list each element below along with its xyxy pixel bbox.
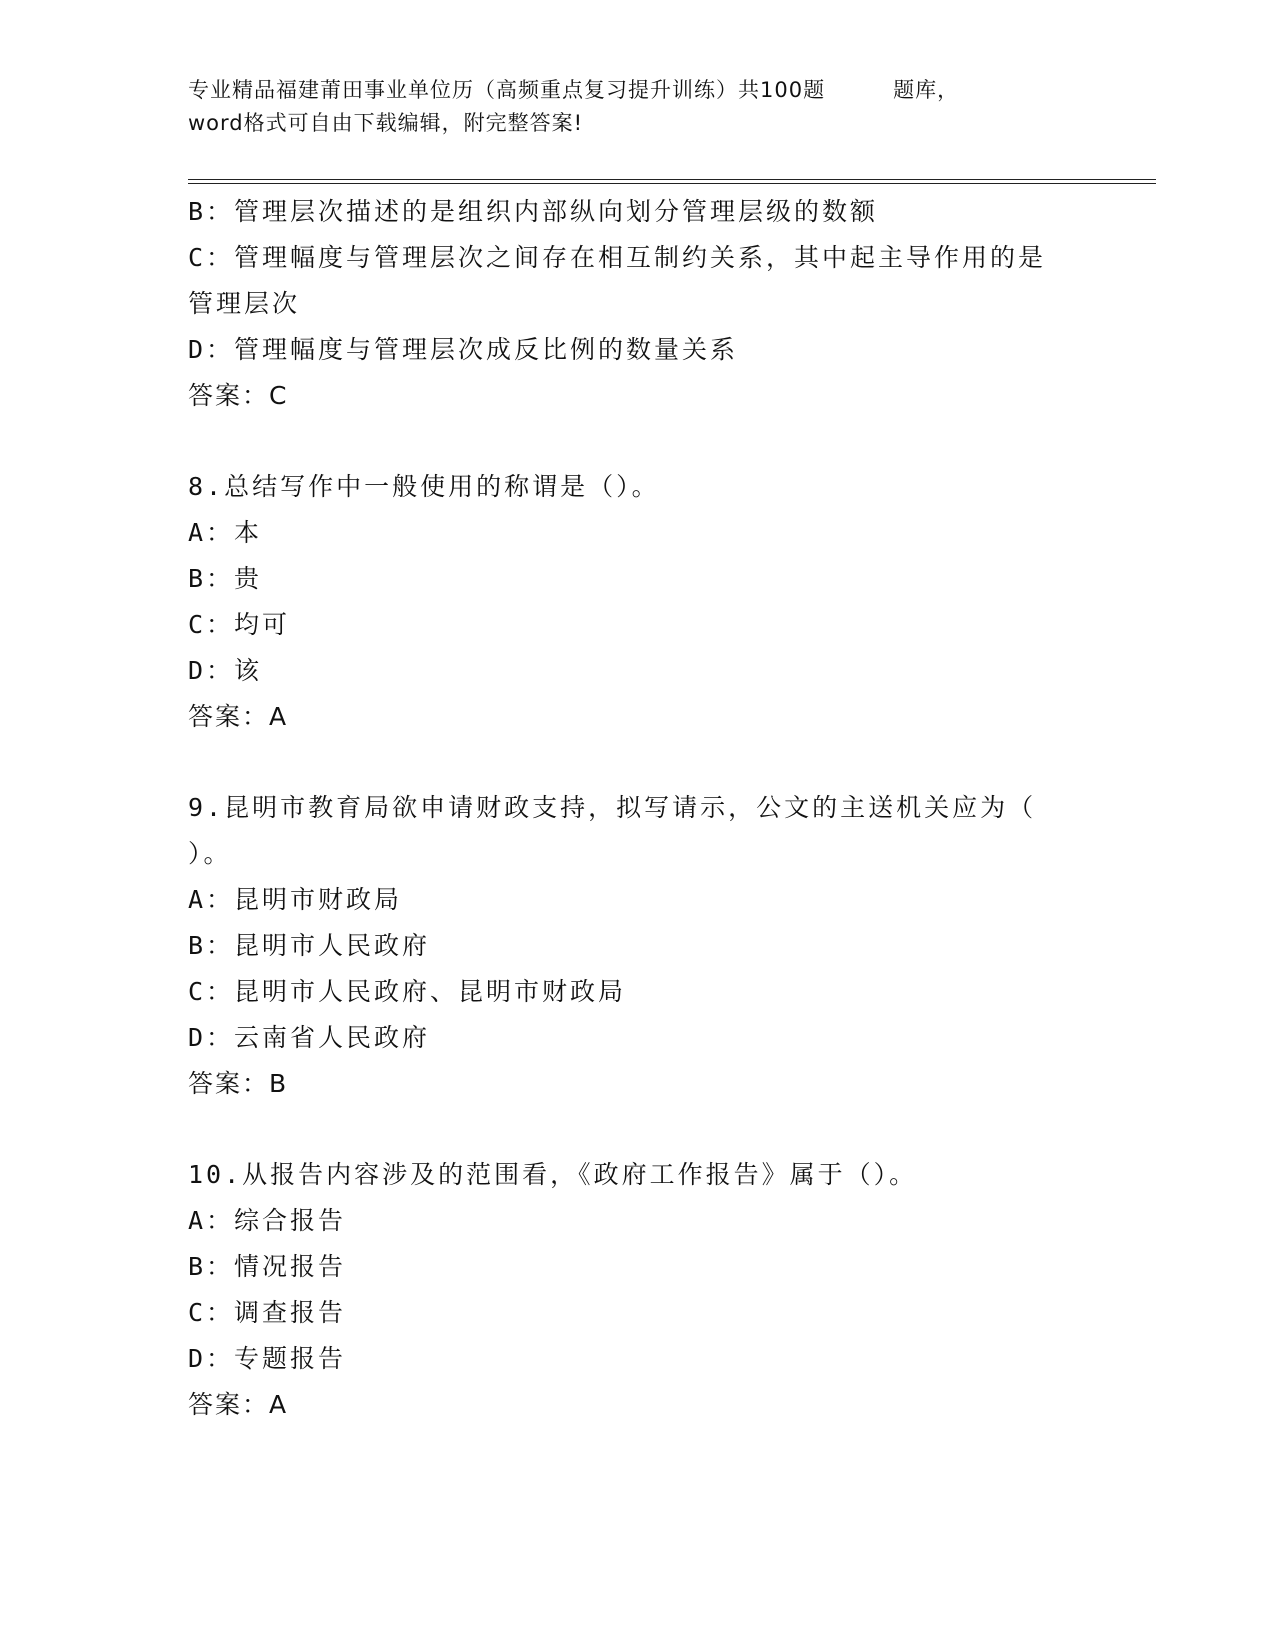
- header-title-suffix: 题库，: [893, 78, 960, 102]
- option-c: C：昆明市人民政府、昆明市财政局: [188, 977, 627, 1006]
- spacer: [188, 1107, 1088, 1152]
- question-text: 8.总结写作中一般使用的称谓是（）。: [188, 472, 660, 501]
- header-line-2: word格式可自由下载编辑，附完整答案!: [188, 111, 584, 135]
- answer: 答案：A: [188, 1390, 289, 1419]
- option-a: A：本: [188, 518, 263, 547]
- spacer: [188, 419, 1088, 464]
- question-10: [188, 1152, 1088, 1428]
- option-b: B：昆明市人民政府: [188, 931, 431, 960]
- answer: 答案：B: [188, 1069, 289, 1098]
- option-d: D：该: [188, 656, 263, 685]
- question-7-continued: [188, 189, 1088, 419]
- answer: 答案：A: [188, 702, 289, 731]
- question-text-line-1: 9.昆明市教育局欲申请财政支持，拟写请示，公文的主送机关应为（: [188, 793, 1037, 822]
- option-b: B：管理层次描述的是组织内部纵向划分管理层级的数额: [188, 197, 879, 226]
- document-header: [188, 74, 1098, 140]
- option-d: D：云南省人民政府: [188, 1023, 431, 1052]
- option-b: B：情况报告: [188, 1252, 347, 1281]
- option-a: A：综合报告: [188, 1206, 347, 1235]
- option-c: C：调查报告: [188, 1298, 347, 1327]
- header-rule-top: [188, 179, 1156, 180]
- header-line-1: [188, 74, 1098, 107]
- question-text: 10.从报告内容涉及的范围看，《政府工作报告》属于（）。: [188, 1160, 918, 1189]
- question-text-line-2: ）。: [188, 839, 232, 868]
- option-d: D：专题报告: [188, 1344, 347, 1373]
- option-c-line-1: C：管理幅度与管理层次之间存在相互制约关系，其中起主导作用的是: [188, 243, 1047, 272]
- option-c-line-2: 管理层次: [188, 289, 301, 318]
- spacer: [188, 740, 1088, 785]
- header-title: 专业精品福建莆田事业单位历（高频重点复习提升训练）共100题: [188, 78, 826, 102]
- option-b: B：贵: [188, 564, 263, 593]
- header-rule-bottom: [188, 183, 1156, 184]
- question-8: [188, 464, 1088, 740]
- option-a: A：昆明市财政局: [188, 885, 403, 914]
- question-9: [188, 785, 1088, 1107]
- answer: 答案：C: [188, 381, 289, 410]
- option-d: D：管理幅度与管理层次成反比例的数量关系: [188, 335, 739, 364]
- question-list: [188, 189, 1088, 1428]
- option-c: C：均可: [188, 610, 291, 639]
